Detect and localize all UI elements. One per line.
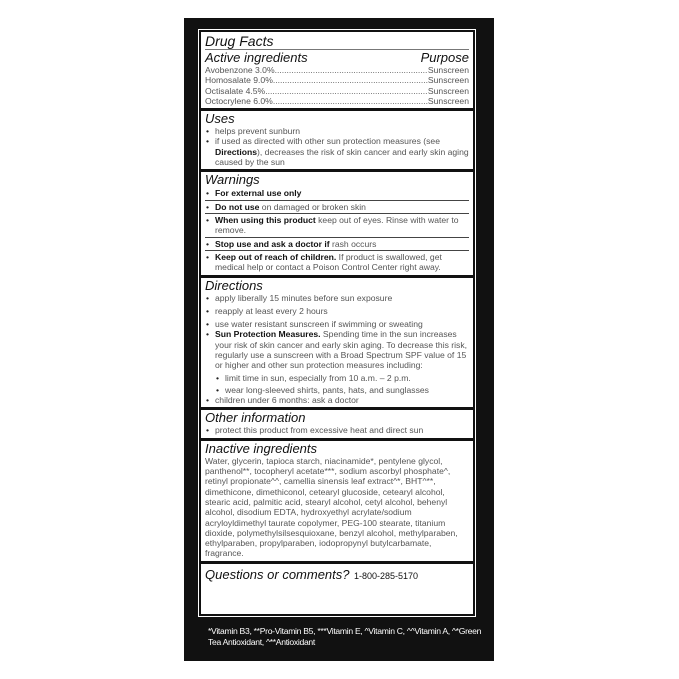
drug-facts-title: Drug Facts [205, 33, 469, 50]
active-ingredient-row [205, 86, 469, 96]
directions-heading: Directions [205, 278, 263, 294]
direction-item: • children under 6 months: ask a doctor [205, 395, 469, 405]
questions-heading: Questions or comments? [205, 566, 350, 582]
active-ingredient-row [205, 96, 469, 106]
active-ingredient-row [205, 65, 469, 75]
direction-subitem: • limit time in sun, especially from 10 a.m. – 2 p.m. [215, 373, 469, 383]
drug-facts-box [199, 30, 475, 616]
ingredient-purpose: Sunscreen [427, 85, 469, 96]
leader-dots [273, 75, 428, 85]
purpose-heading: Purpose [420, 50, 469, 65]
warnings-heading: Warnings [205, 172, 260, 188]
ingredient-purpose: Sunscreen [427, 75, 469, 86]
ingredient-purpose: Sunscreen [427, 95, 469, 106]
leader-dots [275, 65, 428, 75]
ingredient-name: Homosalate 9.0% [205, 75, 273, 86]
active-ingredient-row [205, 75, 469, 85]
inactive-ingredients-text: Water, glycerin, tapioca starch, niacinamide*, pentylene glycol, panthenol**, tocopheryl acetate***, sodium ascorbyl phosphate^, retinyl propionate^^, camellia sinensis leaf extract^*, BHT^**, dimethicone, dimethiconol, cetearyl glucoside, cetearyl alcohol, stearic acid, palmitic acid, stearyl alcohol, cetyl alcohol, behenyl alcohol, disodium EDTA, hydroxyethyl acrylate/sodium acryloyldimethyl taurate copolymer, PEG-100 stearate, titanium dioxide, polymethylsilsesquioxane, benzyl alcohol, methylparaben, ethylparaben, propylparaben, iodopropynyl butylcarbamate, fragrance. [205, 455, 458, 559]
direction-item: • Sun Protection Measures. Spending time in the sun increases your risk of skin cancer and early skin aging. To decrease this risk, regularly use a sunscreen with a Broad Spectrum SPF value of 15 or higher and other sun protection measures including: [205, 329, 469, 370]
label-panel [184, 18, 494, 661]
leader-dots [265, 86, 428, 96]
warning-item: • When using this product keep out of eyes. Rinse with water to remove. [205, 214, 469, 238]
uses-heading: Uses [205, 111, 235, 127]
other-information-section [201, 410, 473, 440]
use-item: • if used as directed with other sun protection measures (see Directions), decreases the risk of skin cancer and early skin aging caused by the sun [205, 136, 469, 167]
direction-item: • apply liberally 15 minutes before sun exposure [205, 293, 469, 303]
uses-section [201, 111, 473, 172]
phone-number: 1-800-285-5170 [353, 570, 419, 581]
warning-item: • Do not use on damaged or broken skin [205, 201, 469, 214]
ingredient-name: Octisalate 4.5% [205, 85, 266, 96]
warning-item: • Stop use and ask a doctor if rash occurs [205, 238, 469, 251]
direction-item: • use water resistant sunscreen if swimming or sweating [205, 319, 469, 329]
ingredient-name: Octocrylene 6.0% [205, 95, 273, 106]
direction-item: • reapply at least every 2 hours [205, 306, 469, 316]
active-ingredients-heading: Active ingredients [205, 50, 308, 65]
warning-item: • For external use only [205, 187, 469, 200]
ingredient-name: Avobenzone 3.0% [205, 65, 275, 75]
inactive-ingredients-section [201, 441, 473, 564]
direction-subitem: • wear long-sleeved shirts, pants, hats, and sunglasses [215, 385, 469, 395]
active-ingredients-section [201, 32, 473, 111]
inactive-ingredients-heading: Inactive ingredients [205, 440, 318, 456]
vitamin-footnote: *Vitamin B3, **Pro-Vitamin B5, ***Vitamin E, ^Vitamin C, ^^Vitamin A, ^*Green Tea Antioxidant, ^**Antioxidant [208, 626, 482, 647]
warnings-section [201, 172, 473, 278]
other-information-heading: Other information [205, 410, 306, 426]
other-item: • protect this product from excessive heat and direct sun [205, 425, 469, 435]
questions-section [201, 564, 473, 586]
use-item: • helps prevent sunburn [205, 126, 469, 136]
ingredient-purpose: Sunscreen [427, 65, 469, 75]
directions-section [201, 278, 473, 410]
leader-dots [273, 96, 428, 106]
warning-item: • Keep out of reach of children. If product is swallowed, get medical help or contact a Poison Control Center right away. [205, 251, 469, 274]
